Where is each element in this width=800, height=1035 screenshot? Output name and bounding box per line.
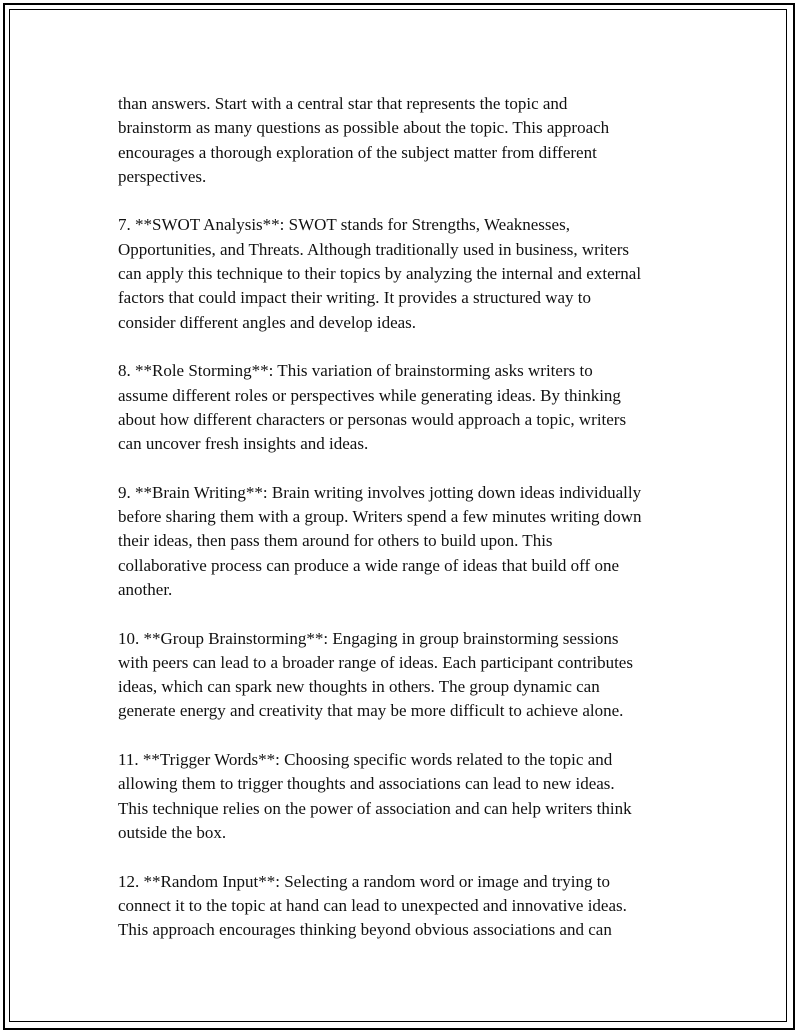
paragraph-trigger-words [118,748,698,845]
text-line: another. [118,579,173,599]
text-line: Opportunities, and Threats. Although traditionally used in business, writers [118,239,630,259]
text-line: with peers can lead to a broader range of ideas. Each participant contributes [118,652,633,672]
text-line: perspectives. [118,166,207,186]
text-line: 7. **SWOT Analysis**: SWOT stands for Strengths, Weaknesses, [118,215,570,235]
text-line: can apply this technique to their topics by analyzing the internal and external [118,264,642,284]
text-line: This technique relies on the power of association and can help writers think [118,798,632,818]
text-line: brainstorm as many questions as possible about the topic. This approach [118,118,610,138]
text-line: 9. **Brain Writing**: Brain writing involves jotting down ideas individually [118,482,642,502]
text-line: their ideas, then pass them around for others to build upon. This [118,531,553,551]
paragraph-star-bursting-continued [118,92,698,189]
text-line: can uncover fresh insights and ideas. [118,434,369,454]
text-line: than answers. Start with a central star that represents the topic and [118,94,568,113]
text-line: collaborative process can produce a wide range of ideas that build off one [118,555,619,575]
paragraph-swot-analysis [118,213,698,334]
text-line: before sharing them with a group. Writers spend a few minutes writing down [118,507,642,527]
text-line: allowing them to trigger thoughts and associations can lead to new ideas. [118,774,615,794]
text-line: encourages a thorough exploration of the subject matter from different [118,142,597,162]
text-line: generate energy and creativity that may be more difficult to achieve alone. [118,701,624,721]
document-body [118,92,698,967]
paragraph-group-brainstorming [118,627,698,724]
paragraph-role-storming [118,359,698,456]
text-line: This approach encourages thinking beyond obvious associations and can [118,920,612,940]
paragraph-random-input [118,870,698,943]
text-line: connect it to the topic at hand can lead to unexpected and innovative ideas. [118,895,627,915]
text-line: 8. **Role Storming**: This variation of brainstorming asks writers to [118,361,593,381]
paragraph-brain-writing [118,481,698,602]
text-line: factors that could impact their writing. It provides a structured way to [118,288,592,308]
text-line: 11. **Trigger Words**: Choosing specific words related to the topic and [118,750,613,770]
text-line: assume different roles or perspectives while generating ideas. By thinking [118,385,621,405]
text-line: about how different characters or personas would approach a topic, writers [118,409,627,429]
text-line: 10. **Group Brainstorming**: Engaging in group brainstorming sessions [118,628,619,648]
text-line: ideas, which can spark new thoughts in others. The group dynamic can [118,677,600,697]
text-line: outside the box. [118,822,227,842]
text-line: 12. **Random Input**: Selecting a random word or image and trying to [118,871,610,891]
text-line: consider different angles and develop ideas. [118,312,417,332]
